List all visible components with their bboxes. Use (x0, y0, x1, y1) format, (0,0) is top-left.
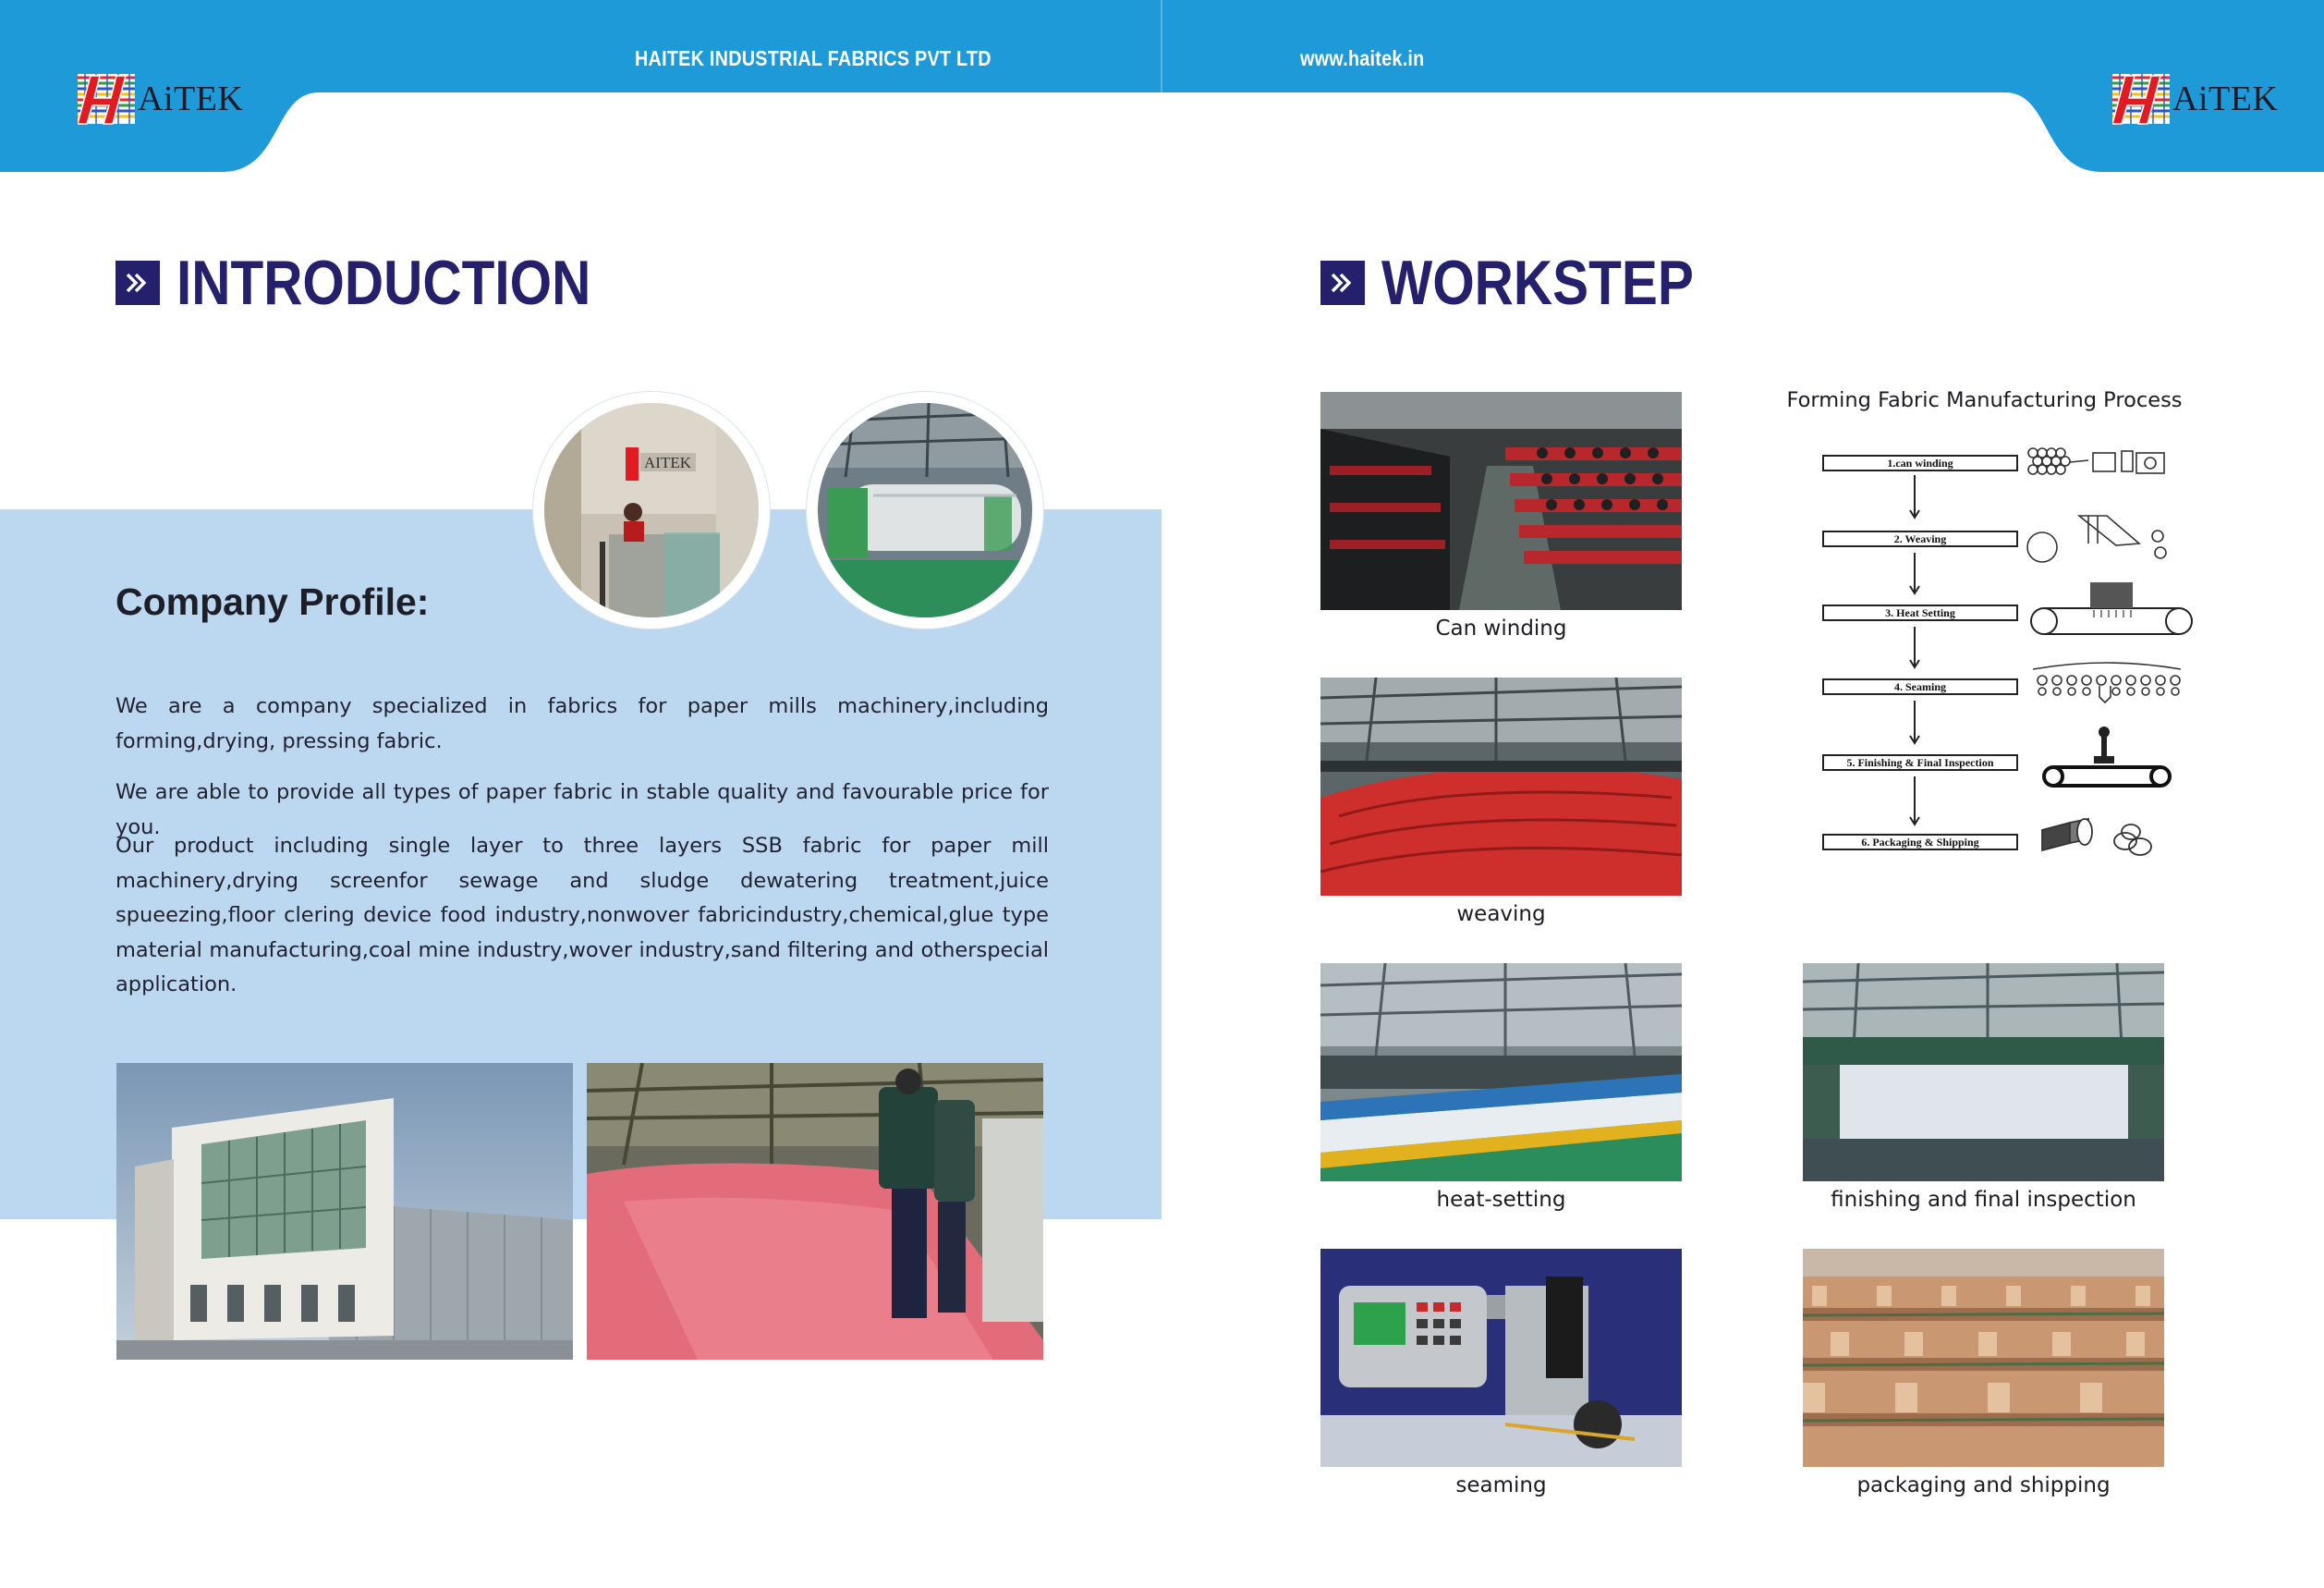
packaging-shipping-photo (1803, 1249, 2164, 1467)
company-logo-right: AiTEK (2112, 70, 2278, 128)
process-step-5: 5. Finishing & Final Inspection (1822, 754, 2018, 771)
haitek-logo-icon (2112, 70, 2170, 128)
caption-weaving: weaving (1456, 902, 1546, 926)
header-company-name: HAITEK INDUSTRIAL FABRICS PVT LTD (635, 46, 992, 70)
process-step-3: 3. Heat Setting (1822, 605, 2018, 621)
introduction-title: INTRODUCTION (176, 248, 591, 318)
caption-finishing-inspection: finishing and final inspection (1831, 1188, 2136, 1212)
introduction-heading (116, 248, 658, 318)
double-chevron-icon (116, 261, 160, 305)
haitek-logo-icon (78, 70, 135, 128)
seaming-photo (1320, 1249, 1682, 1467)
intro-paragraph-3: Our product including single layer to three layers SSB fabric for paper mill machinery,drying screenfor sewage and sludge dewatering treatment,juice spueezing,floor clering device food industry,nonwover fabricindustry,chemical,glue type material manufacturing,coal mine industry,wover industry,sand filtering and otherspecial application. (116, 834, 1049, 996)
reception-photo (533, 392, 770, 629)
double-chevron-icon (1320, 261, 1365, 305)
fabric-machine-photo (807, 392, 1043, 629)
process-flow-diagram (1811, 444, 2199, 869)
process-step-4: 4. Seaming (1822, 678, 2018, 695)
process-step-1: 1.can winding (1822, 455, 2018, 471)
process-diagram-title: Forming Fabric Manufacturing Process (1786, 388, 2183, 412)
caption-packaging-shipping: packaging and shipping (1856, 1473, 2111, 1497)
caption-can-winding: Can winding (1435, 617, 1567, 641)
svg-text:AITEK: AITEK (644, 454, 691, 471)
process-flow-arrows-and-illustrations (1811, 444, 2199, 869)
intro-paragraph-1: We are a company specialized in fabrics for paper mills machinery,including forming,drying, pressing fabric. (116, 694, 1049, 753)
header-banner (0, 0, 2324, 176)
factory-building-photo (116, 1063, 573, 1360)
finishing-inspection-photo (1803, 963, 2164, 1181)
can-winding-photo (1320, 392, 1682, 610)
company-profile-heading: Company Profile: (116, 580, 430, 623)
caption-heat-setting: heat-setting (1436, 1188, 1566, 1212)
workstep-title: WORKSTEP (1381, 248, 1694, 318)
workstep-heading (1320, 248, 1745, 318)
company-logo-left: AiTEK (78, 70, 243, 128)
caption-seaming: seaming (1455, 1473, 1547, 1497)
header-website-link[interactable]: www.haitek.in (1300, 46, 1425, 70)
weaving-photo (1320, 678, 1682, 896)
heat-setting-photo (1320, 963, 1682, 1181)
red-fabric-inspection-photo (587, 1063, 1043, 1360)
intro-paragraph-2: We are able to provide all types of paper fabric in stable quality and favourable price for you. (116, 780, 1049, 839)
process-step-6: 6. Packaging & Shipping (1822, 834, 2018, 850)
process-step-2: 2. Weaving (1822, 531, 2018, 547)
